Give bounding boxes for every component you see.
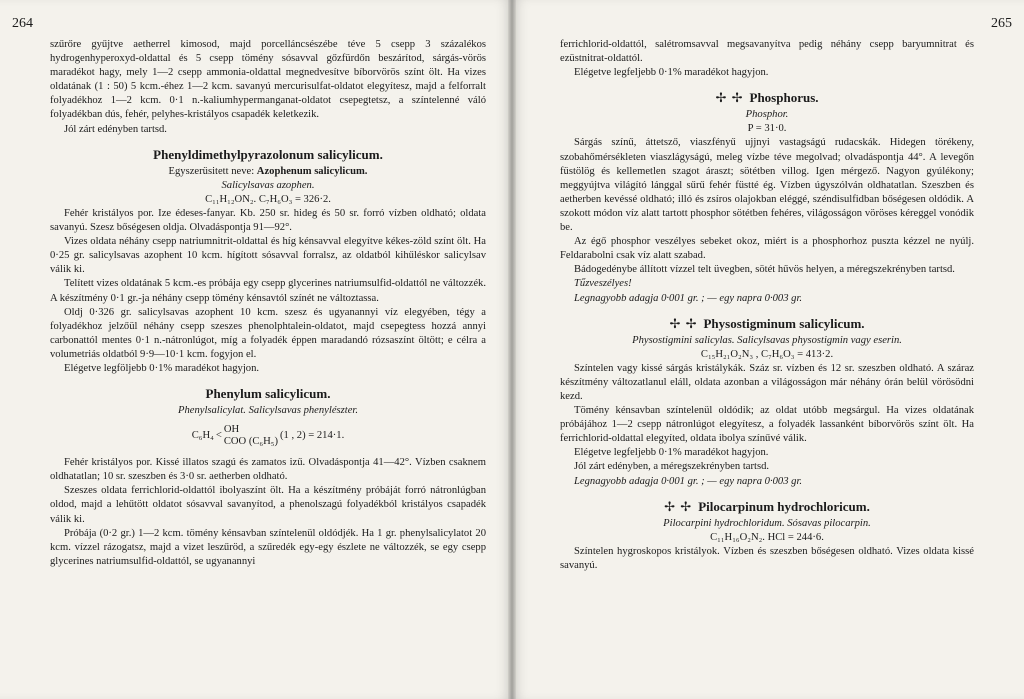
right-intro-residue: Elégetve legfeljebb 0·1% maradékot hagyjon. [574,67,769,79]
paragraph: Bádogedénybe állított vízzel telt üvegben, sötét hűvös helyen, a méregszekrényben tartsd. [574,264,955,276]
paragraph: Oldj 0·326 gr. salicylsavas azophent 10 kcm. szesz és ugyanannyi víz elegyében, tégy a folyadékhoz jelzőül néhány csepp szeszes phenolphtalein-oldatot, majd csepegtess hozzá annyi carbonattól mentes 0·1 n.-nátronlúgot, míg a folyadék éppen maradandó rózsaszínt öltött; e célra a volumetriás oldatból 9·9—10·1 kcm. fogyjon el. [50,306,486,360]
section-title-phenylum: Phenylum salicylicum. [205,386,331,402]
left-page-content [50,0,486,569]
paragraph: Próbája (0·2 gr.) 1—2 kcm. tömény kénsavban színtelenül oldódjék. Ha 1 gr. phenylsalicylatot 20 kcm. vízzel rázogatsz, majd a vizet leszűröd, a szűredék egy-egy észlete ne változzék, se egy csepp glycerines natriumsulfid-oldattól, se ugyanannyi [50,527,486,567]
paragraph: Jól zárt edényben, a méregszekrényben tartsd. [574,461,770,473]
alt-name-prefix: Egyszerüsitett neve: [168,165,257,177]
paragraph: Az égő phosphor veszélyes sebeket okoz, miért is a phosphorhoz puszta kézzel ne nyúlj. Feldarabolni csak víz alatt szabad. [560,236,974,262]
paragraph: Színtelen hygroskopos kristályok. Vízben és szeszben bőségesen oldható. Vizes oldata kissé savanyú. [560,545,974,571]
branch-symbol: < [215,430,222,442]
chemical-formula: C₁₅H₂₁O₂N₃ , C₇H₆O₃ = 413·2. [700,348,834,360]
right-page-content [560,0,974,573]
section-title-text: Pilocarpinum hydrochloricum. [698,498,870,514]
paragraph: Sárgás színű, áttetsző, viaszfényű ujjnyi vastagságú rudacskák. Hidegen törékeny, szobahőmérsékleten viaszlágyságú, meleg vízbe téve megolvad; olvadáspontja 44°. A levegőn füstölög és kellemetlen szagot áraszt; sötétben villog. Igen mérgező. Nagyon gyúlékony; meggyújtva világító lánggal sűrű fehér füstté ég. Vízben úgyszólván oldhatatlan. Szeszben és aetherben kevéssé oldható; illó és zsíros olajokban eléggé, széndisulfidban bőségesen oldódik. A szokott módon víz alatt tartott phosphor sötétben fehéres, világosságon vöröses kéreggel vonódik be. [560,137,974,234]
section-title-phenyldimethylpyrazolonum: Phenyldimethylpyrazolonum salicylicum. [153,146,383,162]
paragraph: Szeszes oldata ferrichlorid-oldattól ibolyaszínt ölt. Ha a készítmény próbáját forró nátronlúgban oldod, majd a lehűtött oldatot sósavval savanyítod, a phenolszagú folyadékból kristályos csapadék válik ki. [50,485,486,525]
left-intro-paragraph: szűrőre gyűjtve aetherrel kimosod, majd porcelláncsészébe téve 5 csepp 3 százalékos hydrogenhyperoxyd-oldattal és 5 csepp tömény sósavval gőzfürdőn beszárítod, sárgás-vörös maradékot hagy, mely 1—2 csepp ammonia-oldattal megnedvesítve bíborvörös színt ölt. Ha vizes oldatának (1 : 50) 5 kcm.-éhez 1—2 kcm. savanyú mercurisulfat-oldatot elegyítesz, majd a felforralt folyadékhoz 1—2 kcm. 0·1 n.-kaliumhypermanganat-oldatot csepegtetsz, a színtelenné váló folyadékban dús, fehér, pelyhes-kristályos csapadék keletkezik. [50,39,486,121]
latin-name: Phenylsalicylat. Salicylsavas phenylészter. [177,405,359,417]
poison-cross-icon: ✢ ✢ [715,90,744,106]
structural-formula [50,424,486,448]
formula-top: OH [223,424,240,436]
paragraph: Fehér kristályos por. Kissé illatos szagú és zamatos izű. Olvadáspontja 41—42°. Vízben csaknem oldhatatlan; 10 sr. szeszben és 3·0 sr. aetherben oldható. [50,457,486,483]
paragraph: Fehér kristályos por. Ize édeses-fanyar. Kb. 250 sr. hideg és 50 sr. forró vízben oldható; oldata savanyú. Szesz bőségesen oldja. Olvadáspontja 91—92°. [50,207,486,234]
warning: Tűzveszélyes! [574,278,632,290]
right-page [512,0,1024,699]
page-number-left: 264 [12,16,33,31]
section-title-text: Physostigminum salicylicum. [703,315,865,331]
chemical-formula: C₁₁H₁₆O₂N₂. HCl = 244·6. [710,531,824,543]
formula-base: C₆H₄ [191,430,214,442]
paragraph: Elégetve legföljebb 0·1% maradékot hagyjon. [64,362,260,374]
chemical-formula: C₁₁H₁₂ON₂. C₇H₆O₃ = 326·2. [205,193,331,205]
section-title-phosphorus [560,90,974,105]
formula-tail: (1 , 2) = 214·1. [280,430,345,442]
dose: Legnagyobb adagja 0·001 gr. ; — egy napra 0·003 gr. [574,475,803,487]
dose: Legnagyobb adagja 0·001 gr. ; — egy napra 0·003 gr. [574,292,803,304]
paragraph: Telített vizes oldatának 5 kcm.-es próbája egy csepp glycerines natriumsulfid-oldattól ne változzék. A készítmény 0·1 gr.-ja néhány csepp tömény kénsavtól színét ne változtassa. [50,278,486,304]
formula-bottom: COO (C₆H₅) [223,436,279,448]
paragraph: Tömény kénsavban színtelenül oldódik; az oldat utóbb megsárgul. Ha vizes oldatának próbájához 1—2 csepp nátronlúgot elegyítesz, a folyadék lassanként bíborvörös színt ölt. Ha ferrichlorid-oldattal elegyíted, oldata ibolya színűvé válik. [560,405,974,445]
hu-name: Phosphor. [745,109,789,121]
left-intro-storage: Jól zárt edényben tartsd. [64,123,167,135]
paragraph: Elégetve legfeljebb 0·1% maradékot hagyjon. [574,447,769,459]
section-title-pilocarpinum [560,499,974,514]
chemical-formula: P = 31·0. [747,123,787,135]
right-intro-paragraph: ferrichlorid-oldattól, salétromsavval megsavanyítva pedig néhány csepp baryumnitrat és ezüstnitrat-oldattól. [560,39,974,65]
latin-name: Pilocarpini hydrochloridum. Sósavas pilocarpin. [663,517,871,529]
poison-cross-icon: ✢ ✢ [669,315,698,331]
hu-name: Salicylsavas azophen. [221,179,315,191]
formula-branches [224,424,278,448]
alt-name-line [50,165,486,179]
paragraph: Vizes oldata néhány csepp natriumnitrit-oldattal és híg kénsavval elegyítve kékes-zöld színt ölt. Ha 0·25 gr. salicylsavas azophent 10 kcm. hígított sósavval forralsz, az oldatból kihűléskor salicylsav válik ki. [50,236,486,276]
poison-cross-icon: ✢ ✢ [664,498,693,514]
paragraph: Színtelen vagy kissé sárgás kristálykák. Száz sr. vízben és 12 sr. szeszben oldható. A száraz készítmény változatlanul eláll, oldata azonban a világosságon már néhány órán belül vörösödni kezd. [560,362,974,402]
section-title-physostigminum [560,316,974,331]
latin-name: Physostigmini salicylas. Salicylsavas physostigmin vagy eserin. [632,334,902,346]
alt-name: Azophenum salicylicum. [256,165,368,177]
book-gutter [508,0,516,699]
section-title-text: Phosphorus. [749,90,819,106]
page-number-right: 265 [991,16,1012,31]
